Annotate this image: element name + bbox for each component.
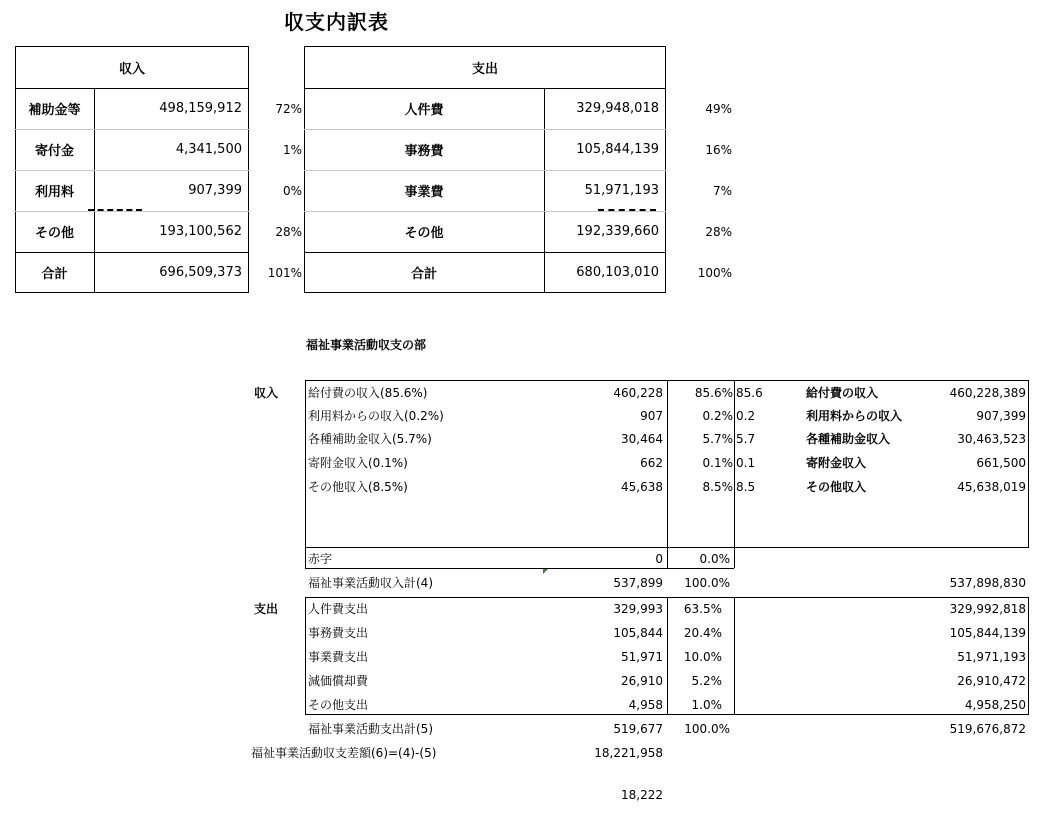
expense-label-other: その他: [404, 226, 444, 241]
detail-expense-item: 事務費支出: [308, 626, 369, 640]
expense-pct-personnel: 49%: [705, 101, 732, 116]
detail-income-value: 460,228: [613, 386, 663, 400]
detail-income-value: 45,638: [621, 480, 663, 494]
expense-value-business: 51,971,193: [584, 183, 659, 198]
income-pct-other: 28%: [275, 224, 302, 239]
detail-income-pct: 0.2%: [702, 409, 733, 423]
detail-expense-value: 4,958: [628, 698, 663, 712]
detail-expense-value: 329,993: [613, 602, 663, 616]
detail-income-item: 各種補助金収入(5.7%): [308, 432, 432, 446]
detail-expense-item: 人件費支出: [308, 602, 369, 616]
detail-expense-total-amount: 519,676,872: [949, 722, 1026, 736]
expense-value-office: 105,844,139: [576, 142, 659, 157]
detail-income-name: 利用料からの収入: [806, 409, 903, 423]
detail-income-item: 寄附金収入(0.1%): [308, 456, 408, 470]
detail-expense-amount: 105,844,139: [949, 626, 1026, 640]
section-title: 福祉事業活動収支の部: [306, 338, 427, 352]
income-value-other: 193,100,562: [159, 224, 242, 239]
expense-label-office: 事務費: [404, 144, 444, 159]
expense-pct-business: 7%: [712, 183, 732, 198]
detail-income-ratio: 8.5: [736, 480, 756, 494]
expense-pct-total: 100%: [697, 265, 732, 280]
income-value-usage-fee: 907,399: [188, 183, 242, 198]
detail-expense-pct: 20.4%: [683, 626, 722, 640]
detail-expense-amount: 26,910,472: [957, 674, 1026, 688]
detail-income-pct: 85.6%: [694, 386, 733, 400]
detail-income-pct: 5.7%: [702, 432, 733, 446]
expense-pct-other: 28%: [705, 224, 732, 239]
detail-expense-amount: 51,971,193: [957, 650, 1026, 664]
detail-income-name: その他収入: [806, 480, 867, 494]
detail-income-amount: 45,638,019: [957, 480, 1026, 494]
detail-income-total-amount: 537,898,830: [949, 576, 1026, 590]
expense-label-business: 事業費: [404, 185, 444, 200]
detail-income-name: 給付費の収入: [806, 386, 879, 400]
detail-income-item: 給付費の収入(85.6%): [308, 386, 428, 400]
detail-income-ratio: 85.6: [736, 386, 763, 400]
detail-expense-pct: 1.0%: [691, 698, 722, 712]
detail-expense-label: 支出: [254, 602, 279, 616]
detail-expense-value: 105,844: [613, 626, 663, 640]
detail-expense-value: 26,910: [621, 674, 663, 688]
detail-rounded-value: 18,222: [621, 788, 663, 802]
detail-income-ratio: 5.7: [736, 432, 756, 446]
detail-expense-total-pct: 100.0%: [684, 722, 730, 736]
detail-income-pct: 8.5%: [702, 480, 733, 494]
detail-deficit-value: 0: [655, 552, 663, 566]
detail-income-item: 利用料からの収入(0.2%): [308, 409, 444, 423]
detail-income-amount: 30,463,523: [957, 432, 1026, 446]
expense-value-other: 192,339,660: [576, 224, 659, 239]
page-title: 収支内訳表: [284, 10, 389, 34]
detail-income-amount: 460,228,389: [949, 386, 1026, 400]
detail-expense-item: 減価償却費: [308, 674, 369, 688]
detail-expense-item: その他支出: [308, 698, 369, 712]
income-value-donation: 4,341,500: [175, 142, 242, 157]
income-pct-total: 101%: [267, 265, 302, 280]
detail-income-label: 収入: [254, 386, 279, 400]
detail-expense-amount: 329,992,818: [949, 602, 1026, 616]
detail-income-total-value: 537,899: [613, 576, 663, 590]
detail-income-ratio: 0.2: [736, 409, 756, 423]
income-pct-donation: 1%: [282, 142, 302, 157]
detail-income-item: その他収入(8.5%): [308, 480, 408, 494]
detail-income-value: 30,464: [621, 432, 663, 446]
detail-income-name: 寄附金収入: [806, 456, 867, 470]
detail-expense-item: 事業費支出: [308, 650, 369, 664]
expense-pct-office: 16%: [705, 142, 732, 157]
income-label-donation: 寄付金: [34, 144, 74, 159]
income-label-other: その他: [34, 226, 74, 241]
detail-expense-total-item: 福祉事業活動支出計(5): [308, 722, 433, 736]
expense-header: 支出: [471, 61, 498, 77]
detail-expense-value: 51,971: [621, 650, 663, 664]
detail-income-value: 662: [640, 456, 663, 470]
detail-expense-pct: 63.5%: [683, 602, 722, 616]
detail-expense-pct: 10.0%: [683, 650, 722, 664]
detail-income-amount: 907,399: [976, 409, 1026, 423]
cell-comment-marker: [543, 569, 548, 574]
income-pct-usage-fee: 0%: [282, 183, 302, 198]
detail-difference-value: 18,221,958: [594, 746, 663, 760]
expense-value-total: 680,103,010: [576, 265, 659, 280]
income-label-total: 合計: [41, 267, 68, 282]
income-header: 収入: [118, 61, 145, 77]
detail-income-name: 各種補助金収入: [806, 432, 891, 446]
expense-label-total: 合計: [410, 267, 437, 282]
detail-deficit-item: 赤字: [308, 552, 333, 566]
income-value-total: 696,509,373: [159, 265, 242, 280]
detail-income-ratio: 0.1: [736, 456, 756, 470]
detail-income-pct: 0.1%: [702, 456, 733, 470]
detail-expense-amount: 4,958,250: [964, 698, 1026, 712]
income-label-subsidy: 補助金等: [28, 103, 81, 118]
detail-income-total-item: 福祉事業活動収入計(4): [308, 576, 433, 590]
income-value-subsidy: 498,159,912: [159, 101, 242, 116]
expense-value-personnel: 329,948,018: [576, 101, 659, 116]
detail-income-value: 907: [640, 409, 663, 423]
detail-expense-total-value: 519,677: [613, 722, 663, 736]
detail-difference-item: 福祉事業活動収支差額(6)=(4)-(5): [251, 746, 437, 760]
income-pct-subsidy: 72%: [275, 101, 302, 116]
income-label-usage-fee: 利用料: [34, 185, 74, 200]
detail-income-amount: 661,500: [976, 456, 1026, 470]
detail-income-total-pct: 100.0%: [684, 576, 730, 590]
expense-label-personnel: 人件費: [404, 103, 444, 118]
detail-expense-pct: 5.2%: [691, 674, 722, 688]
detail-deficit-pct: 0.0%: [699, 552, 730, 566]
